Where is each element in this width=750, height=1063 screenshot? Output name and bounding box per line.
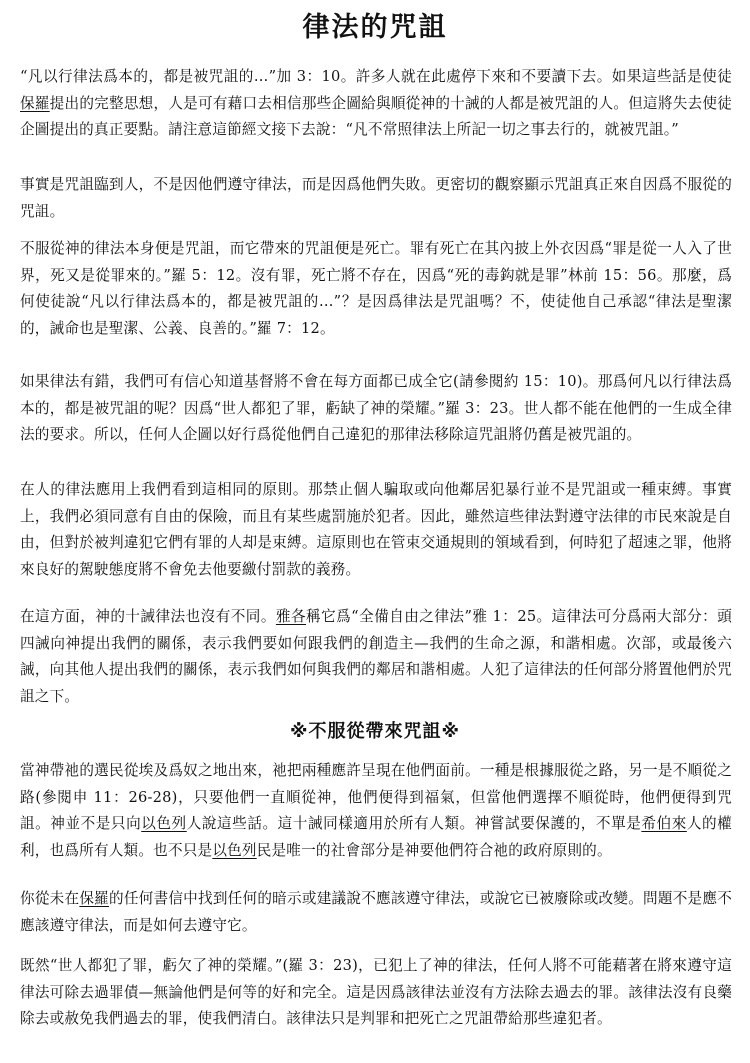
paragraph-4 [20, 369, 732, 449]
paragraph-6 [20, 604, 732, 710]
paragraph-8 [20, 886, 732, 939]
paragraph-text: 當神帶祂的選民從埃及爲奴之地出來，祂把兩種應許呈現在他們面前。一種是根據服從之路，另一是不順從之路(參閱申 11：26-28)，只要他們一直順從神，他們便得到福氣，但當他們選擇不順從時，他們便得到咒詛。神並不是只向 [20, 762, 732, 832]
paragraph-text: 人的權利，也爲所有人類。也不只是 [20, 815, 732, 859]
paragraph-2 [20, 172, 732, 225]
paragraph-text: 人說這些話。這十誡同樣適用於所有人類。神嘗試要保護的，不單是 [186, 815, 642, 832]
underlined-name: 保羅 [20, 94, 50, 112]
underlined-name: 以色列 [212, 841, 257, 859]
paragraph-text: 既然“世人都犯了罪，虧欠了神的榮耀。”(羅 3：23)，已犯上了神的律法，任何人將不可能藉著在將來遵守這律法可除去過罪債—無論他們是何等的好和完全。這是因爲該律法並沒有方法除去過去的罪。該律法沒有良藥除去或赦免我們過去的罪，使我們清白。該律法只是判罪和把死亡之咒詛帶給那些違犯者。 [20, 957, 732, 1027]
underlined-name: 雅各 [275, 608, 307, 625]
paragraph-text: 如果律法有錯，我們可有信心知道基督將不會在每方面都已成全它(請參閱約 15：10)。那爲何凡以行律法爲本的，都是被咒詛的呢？因爲“世人都犯了罪，虧缺了神的榮耀。”羅 3：23。世人都不能在他們的一生成全律法的要求。所以，任何人企圖以好行爲從他們自己違犯的那律法移除這咒詛將仍舊是被咒詛的。 [20, 373, 732, 443]
paragraph-5 [20, 477, 732, 583]
paragraph-text: “凡以行律法爲本的，都是被咒詛的…”加 3：10。許多人就在此處停下來和不要讀下去。如果這些話是使徒 [20, 68, 732, 85]
underlined-name: 以色列 [141, 815, 187, 832]
paragraph-1 [20, 64, 732, 144]
section-heading: ※不服從帶來咒詛※ [290, 721, 460, 742]
paragraph-7 [20, 758, 732, 864]
paragraph-text: 在這方面，神的十誡律法也沒有不同。 [20, 608, 276, 625]
paragraph-text: 民是唯一的社會部分是神要他們符合祂的政府原則的。 [256, 841, 612, 859]
paragraph-3 [20, 236, 732, 342]
paragraph-text: 在人的律法應用上我們看到這相同的原則。那禁止個人騙取或向他鄰居犯暴行並不是咒詛或一種束縛。事實上，我們必須同意有自由的保險，而且有某些處罰施於犯者。因此，雖然這些律法對遵守法律的市民來說是自由，但對於被判違犯它們有罪的人却是束縛。這原則也在管束交通規則的領域看到，何時犯了超速之罪，他將來良好的駕駛態度將不會免去他要繳付罰款的義務。 [20, 481, 732, 578]
underlined-name: 希伯來 [641, 815, 687, 832]
paragraph-text: 提出的完整思想，人是可有藉口去相信那些企圖給與順從神的十誡的人都是被咒詛的人。但這將失去使徒企圖提出的真正要點。請注意這節經文接下去說：“凡不常照律法上所記一切之事去行的，就被咒詛。” [20, 94, 732, 138]
underlined-name: 保羅 [79, 890, 110, 907]
paragraph-text: 你從未在 [20, 890, 80, 907]
paragraph-text: 不服從神的律法本身便是咒詛，而它帶來的咒詛便是死亡。罪有死亡在其內披上外衣因爲“罪是從一人入了世界，死又是從罪來的。”羅 5：12。沒有罪，死亡將不存在，因爲“死的毒鈎就是罪”林前 15：56。那麼，爲何使徒說“凡以行律法爲本的，都是被咒詛的…”？是因爲律法是咒詛嗎？不，使徒他自己承認“律法是聖潔的，誡命也是聖潔、公義、良善的。”羅 7：12。 [20, 240, 732, 337]
paragraph-text: 稱它爲“全備自由之律法”雅 1：25。這律法可分爲兩大部分：頭四誡向神提出我們的關係，表示我們要如何跟我們的創造主—我們的生命之源，和諧相處。次部，或最後六誡，向其他人提出我們的關係，表示我們如何與我們的鄰居和諧相處。人犯了這律法的任何部分將置他們於咒詛之下。 [20, 608, 732, 705]
paragraph-9 [20, 953, 732, 1033]
paragraph-text: 的任何書信中找到任何的暗示或建議說不應該遵守律法，或說它已被廢除或改變。問題不是應不應該遵守律法，而是如何去遵守它。 [20, 890, 732, 934]
paragraph-text: 事實是咒詛臨到人，不是因他們遵守律法，而是因爲他們失敗。更密切的觀察顯示咒詛真正來自因爲不服從的咒詛。 [20, 176, 732, 220]
document-title: 律法的咒詛 [302, 12, 448, 43]
